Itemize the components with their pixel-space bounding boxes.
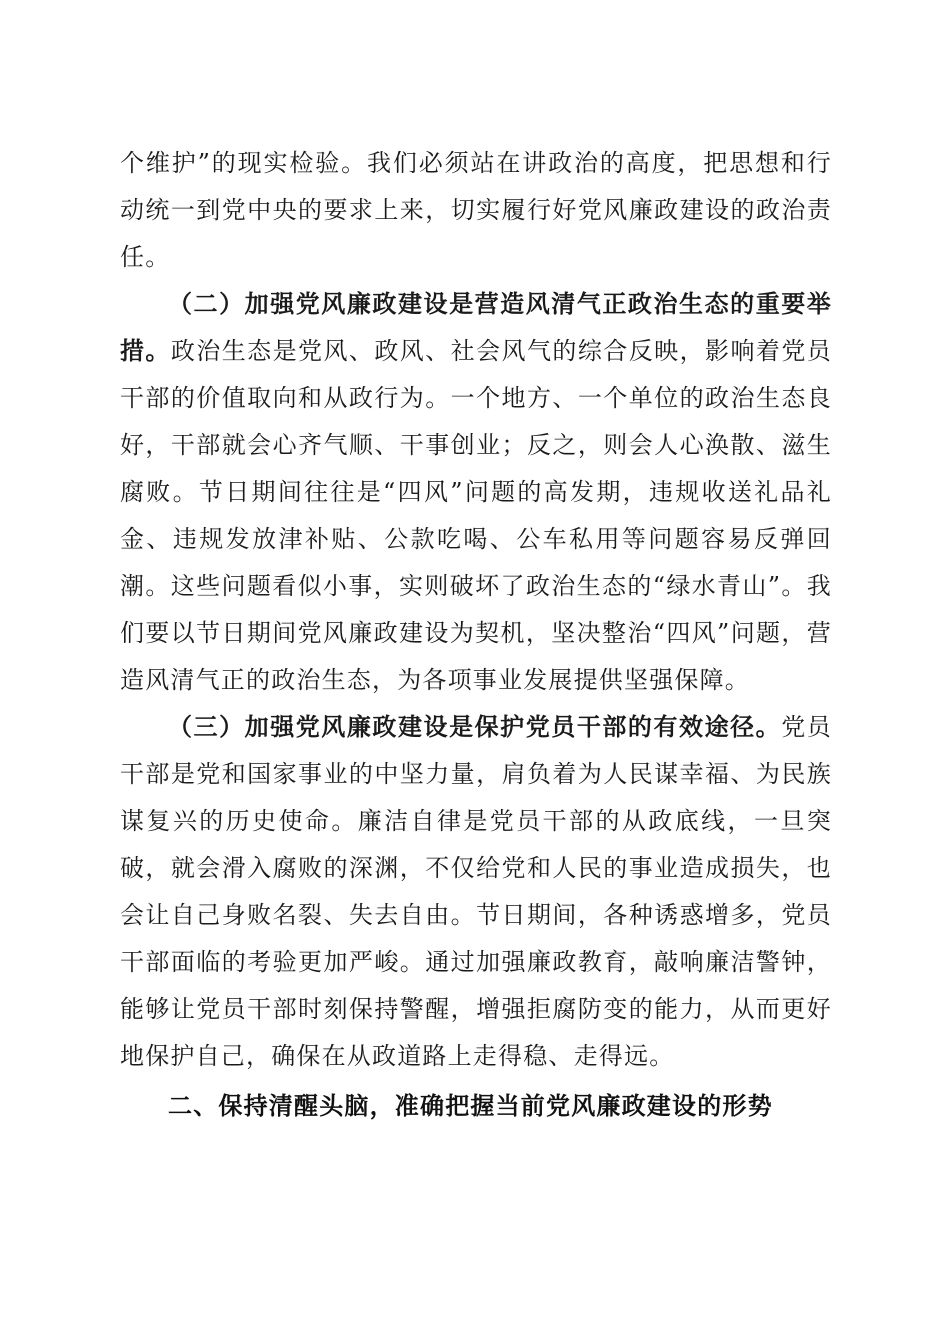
paragraph-political-ecology: [120, 281, 832, 704]
section-heading: 二、保持清醒头脑，准确把握当前党风廉政建设的形势: [168, 1092, 773, 1120]
paragraph-3-text: 党员干部是党和国家事业的中坚力量，肩负着为人民谋幸福、为民族谋复兴的历史使命。廉洁自律是党员干部的从政底线，一旦突破，就会滑入腐败的深渊，不仅给党和人民的事业造成损失，也会让自己身败名裂、失去自由。节日期间，各种诱惑增多，党员干部面临的考验更加严峻。通过加强廉政教育，敲响廉洁警钟，能够让党员干部时刻保持警醒，增强拒腐防变的能力，从而更好地保护自己，确保在从政道路上走得稳、走得远。: [120, 713, 832, 1070]
paragraph-protect-cadres: [120, 704, 832, 1080]
paragraph-2-text: 政治生态是党风、政风、社会风气的综合反映，影响着党员干部的价值取向和从政行为。一个地方、一个单位的政治生态良好，干部就会心齐气顺、干事创业；反之，则会人心涣散、滋生腐败。节日期间往往是“四风”问题的高发期，违规收送礼品礼金、违规发放津补贴、公款吃喝、公车私用等问题容易反弹回潮。这些问题看似小事，实则破坏了政治生态的“绿水青山”。我们要以节日期间党风廉政建设为契机，坚决整治“四风”问题，营造风清气正的政治生态，为各项事业发展提供坚强保障。: [120, 337, 832, 694]
paragraph-2-lead: （二）加强党风廉政建设是营造风清气正政治生态的重要举措。: [120, 290, 832, 365]
paragraph-1-text: 个维护”的现实检验。我们必须站在讲政治的高度，把思想和行动统一到党中央的要求上来，切实履行好党风廉政建设的政治责任。: [120, 149, 832, 271]
paragraph-3-lead: （三）加强党风廉政建设是保护党员干部的有效途径。: [168, 713, 782, 741]
paragraph-continuation: [120, 140, 832, 281]
document-body: [120, 140, 832, 1132]
